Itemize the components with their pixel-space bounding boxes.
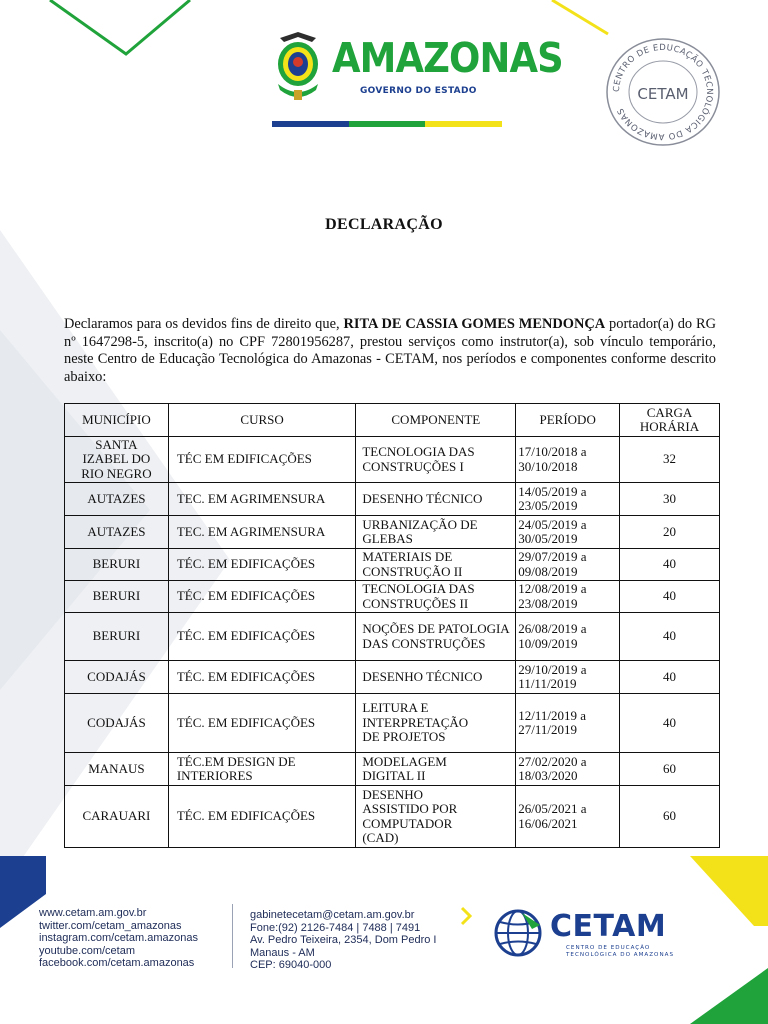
logo-subtitle: GOVERNO DO ESTADO — [360, 86, 477, 96]
cell-periodo: 29/10/2019 a 11/11/2019 — [516, 661, 620, 694]
footer-cep: CEP: 69040-000 — [250, 959, 332, 971]
cell-componente: DESENHO ASSISTIDO POR COMPUTADOR (CAD) — [356, 786, 516, 848]
table-row — [65, 437, 720, 483]
cell-periodo: 17/10/2018 a 30/10/2018 — [516, 437, 620, 483]
header-periodo: PERÍODO — [516, 404, 620, 437]
table-row — [65, 581, 720, 613]
cell-carga: 60 — [620, 786, 720, 848]
cell-carga: 32 — [620, 437, 720, 483]
footer-link-youtube[interactable]: youtube.com/cetam — [39, 944, 135, 957]
cetam-tagline: CENTRO DE EDUCAÇÃO TECNOLÓGICA DO AMAZONAS — [566, 945, 675, 958]
cell-municipio: BERURI — [65, 549, 169, 581]
table-row — [65, 549, 720, 581]
coat-of-arms-icon — [272, 28, 324, 106]
cell-municipio: MANAUS — [65, 753, 169, 786]
table-row — [65, 516, 720, 549]
cell-periodo: 12/08/2019 a 23/08/2019 — [516, 581, 620, 613]
paragraph-intro: Declaramos para os devidos fins de direito que, — [64, 316, 344, 332]
cell-curso: TÉC. EM EDIFICAÇÕES — [168, 694, 356, 753]
cell-componente: LEITURA E INTERPRETAÇÃO DE PROJETOS — [356, 694, 516, 753]
header-municipio: MUNICÍPIO — [65, 404, 169, 437]
cell-carga: 30 — [620, 483, 720, 516]
cell-curso: TÉC.EM DESIGN DE INTERIORES — [168, 753, 356, 786]
yellow-chevron-icon — [460, 906, 472, 926]
document-title: DECLARAÇÃO — [325, 216, 443, 233]
cell-periodo: 24/05/2019 a 30/05/2019 — [516, 516, 620, 549]
footer-contact — [250, 909, 437, 972]
cell-periodo: 14/05/2019 a 23/05/2019 — [516, 483, 620, 516]
footer-links — [39, 907, 198, 970]
cell-carga: 40 — [620, 694, 720, 753]
table-row — [65, 661, 720, 694]
table-row — [65, 483, 720, 516]
footer-phone: Fone:(92) 2126-7484 | 7488 | 7491 — [250, 921, 421, 934]
table-row — [65, 753, 720, 786]
cell-periodo: 27/02/2020 a 18/03/2020 — [516, 753, 620, 786]
declaration-paragraph — [64, 316, 716, 386]
header-componente: COMPONENTE — [356, 404, 516, 437]
table-row — [65, 786, 720, 848]
green-check-decoration — [40, 0, 200, 62]
cell-componente: NOÇÕES DE PATOLOGIA DAS CONSTRUÇÕES — [356, 613, 516, 661]
cell-municipio: CARAUARI — [65, 786, 169, 848]
cell-carga: 60 — [620, 753, 720, 786]
cell-curso: TEC. EM AGRIMENSURA — [168, 516, 356, 549]
footer-link-site[interactable]: www.cetam.am.gov.br — [39, 907, 147, 919]
cetam-stamp — [604, 36, 722, 148]
cell-componente: TECNOLOGIA DAS CONSTRUÇÕES II — [356, 581, 516, 613]
header-color-bar — [272, 121, 502, 127]
cell-curso: TÉC. EM EDIFICAÇÕES — [168, 581, 356, 613]
cell-curso: TÉC EM EDIFICAÇÕES — [168, 437, 356, 483]
globe-icon — [492, 907, 544, 959]
table-row — [65, 694, 720, 753]
stamp-center-text: CETAM — [637, 85, 689, 103]
cell-curso: TÉC. EM EDIFICAÇÕES — [168, 613, 356, 661]
cell-municipio: AUTAZES — [65, 516, 169, 549]
cell-carga: 20 — [620, 516, 720, 549]
cell-periodo: 26/05/2021 a 16/06/2021 — [516, 786, 620, 848]
cell-componente: MATERIAIS DE CONSTRUÇÃO II — [356, 549, 516, 581]
services-table — [64, 403, 720, 848]
table-row — [65, 613, 720, 661]
cell-municipio: BERURI — [65, 613, 169, 661]
cell-municipio: AUTAZES — [65, 483, 169, 516]
footer-link-instagram[interactable]: instagram.com/cetam.amazonas — [39, 932, 198, 944]
amazonas-logo — [272, 28, 563, 108]
cell-municipio: CODAJÁS — [65, 694, 169, 753]
stamp-ring-text: CENTRO DE EDUCAÇÃO TECNOLÓGICA DO AMAZONAS — [611, 42, 715, 142]
cell-componente: URBANIZAÇÃO DE GLEBAS — [356, 516, 516, 549]
footer-email[interactable]: gabinetecetam@cetam.am.gov.br — [250, 909, 415, 921]
cetam-wordmark: CETAM — [550, 909, 667, 944]
cell-componente: DESENHO TÉCNICO — [356, 483, 516, 516]
yellow-corner-decoration — [690, 856, 768, 926]
cell-componente: TECNOLOGIA DAS CONSTRUÇÕES I — [356, 437, 516, 483]
header-curso: CURSO — [168, 404, 356, 437]
cell-carga: 40 — [620, 661, 720, 694]
footer-link-twitter[interactable]: twitter.com/cetam_amazonas — [39, 919, 182, 932]
cell-curso: TEC. EM AGRIMENSURA — [168, 483, 356, 516]
cell-carga: 40 — [620, 549, 720, 581]
cell-curso: TÉC. EM EDIFICAÇÕES — [168, 661, 356, 694]
footer-city: Manaus - AM — [250, 946, 315, 959]
cetam-logo — [492, 907, 682, 963]
logo-title: AMAZONAS — [332, 34, 563, 82]
green-corner-decoration — [690, 968, 768, 1024]
cell-municipio: BERURI — [65, 581, 169, 613]
cell-curso: TÉC. EM EDIFICAÇÕES — [168, 549, 356, 581]
cell-municipio: SANTA IZABEL DO RIO NEGRO — [65, 437, 169, 483]
paragraph-body: portador(a) do RG nº 1647298-5, inscrito(a) no CPF 72801956287, prestou serviços como instrutor(a), sob vínculo temporário, neste Centro de Educação Tecnológica do Amazonas - CETAM, nos períodos e componentes conforme descrito abaixo: — [64, 316, 716, 385]
cell-carga: 40 — [620, 581, 720, 613]
cell-componente: DESENHO TÉCNICO — [356, 661, 516, 694]
cell-municipio: CODAJÁS — [65, 661, 169, 694]
cell-periodo: 29/07/2019 a 09/08/2019 — [516, 549, 620, 581]
cell-periodo: 12/11/2019 a 27/11/2019 — [516, 694, 620, 753]
footer-address: Av. Pedro Teixeira, 2354, Dom Pedro I — [250, 934, 437, 946]
person-name: RITA DE CASSIA GOMES MENDONÇA — [343, 316, 606, 332]
header-carga: CARGA HORÁRIA — [620, 404, 720, 437]
footer-link-facebook[interactable]: facebook.com/cetam.amazonas — [39, 957, 195, 969]
footer-divider — [232, 904, 233, 968]
cell-curso: TÉC. EM EDIFICAÇÕES — [168, 786, 356, 848]
cell-carga: 40 — [620, 613, 720, 661]
cell-periodo: 26/08/2019 a 10/09/2019 — [516, 613, 620, 661]
cell-componente: MODELAGEM DIGITAL II — [356, 753, 516, 786]
table-header-row — [65, 404, 720, 437]
